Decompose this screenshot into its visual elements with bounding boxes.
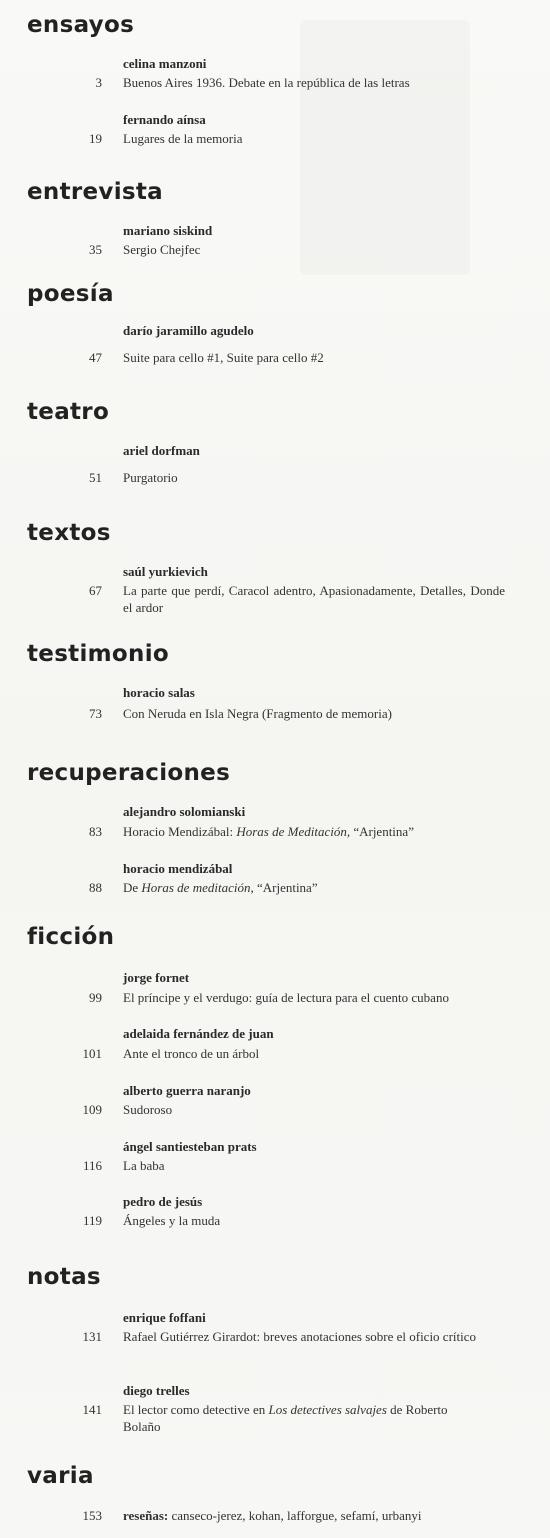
section-heading: testimonio <box>27 641 169 667</box>
entry-page-number: 119 <box>82 1213 102 1228</box>
scan-smudge <box>300 20 470 275</box>
entry-page-number: 88 <box>89 880 102 895</box>
entry-author: jorge fornet <box>123 970 190 985</box>
entry-page-number: 35 <box>89 242 102 257</box>
entry-title: Rafael Gutiérrez Girardot: breves anotaciones sobre el oficio crítico <box>123 1329 477 1344</box>
section-heading: poesía <box>27 281 114 307</box>
entry-page-number: 153 <box>82 1508 102 1523</box>
section-heading: notas <box>27 1264 101 1290</box>
entry-page-number: 131 <box>82 1329 102 1344</box>
entry-title: Purgatorio <box>123 470 178 485</box>
entry-page-number: 99 <box>89 990 102 1005</box>
entry-page-number: 101 <box>82 1046 102 1061</box>
entry-page-number: 83 <box>89 824 102 839</box>
section-heading: recuperaciones <box>27 760 231 786</box>
entry-title: Suite para cello #1, Suite para cello #2 <box>123 350 324 365</box>
entry-author: ángel santiesteban prats <box>123 1139 257 1154</box>
entry-author: fernando aínsa <box>123 112 206 127</box>
entry-title: Horacio Mendizábal: Horas de Meditación, “Arjentina” <box>123 824 414 839</box>
entry-page-number: 47 <box>89 350 102 365</box>
entry-author: enrique foffani <box>123 1310 206 1325</box>
entry-author: mariano siskind <box>123 223 213 238</box>
entry-title: Sudoroso <box>123 1102 173 1117</box>
entry-title: Ante el tronco de un árbol <box>123 1046 260 1061</box>
entry-author: alejandro solomianski <box>123 804 246 819</box>
entry-title: Lugares de la memoria <box>123 131 243 146</box>
entry-author: celina manzoni <box>123 56 207 71</box>
entry-author: alberto guerra naranjo <box>123 1083 251 1098</box>
entry-title: La baba <box>123 1158 165 1173</box>
entry-title: Ángeles y la muda <box>123 1213 221 1228</box>
entry-author: saúl yurkievich <box>123 564 208 579</box>
entry-page-number: 3 <box>95 75 102 90</box>
entry-title: La parte que perdí, Caracol adentro, Apasionadamente, Detalles, Donde el ardor <box>123 583 505 615</box>
entry-page-number: 19 <box>89 131 102 146</box>
entry-page-number: 67 <box>89 583 102 598</box>
entry-title: El príncipe y el verdugo: guía de lectura para el cuento cubano <box>123 990 449 1005</box>
entry-page-number: 116 <box>82 1158 102 1173</box>
entry-title: Sergio Chejfec <box>123 242 201 257</box>
entry-title: El lector como detective en Los detectives salvajes de Roberto Bolaño <box>123 1402 448 1434</box>
section-heading: ficción <box>27 924 115 950</box>
section-heading: entrevista <box>27 179 163 205</box>
entry-page-number: 141 <box>82 1402 102 1417</box>
entry-title: Buenos Aires 1936. Debate en la república de las letras <box>123 75 410 90</box>
section-heading: ensayos <box>27 12 135 38</box>
entry-title: Con Neruda en Isla Negra (Fragmento de memoria) <box>123 706 392 721</box>
entry-page-number: 73 <box>89 706 102 721</box>
section-heading: varia <box>27 1463 94 1489</box>
entry-author: ariel dorfman <box>123 443 200 458</box>
entry-author: horacio mendizábal <box>123 861 233 876</box>
entry-page-number: 51 <box>89 470 102 485</box>
entry-title: reseñas: canseco-jerez, kohan, lafforgue, sefamí, urbanyi <box>123 1508 422 1523</box>
entry-author: horacio salas <box>123 685 195 700</box>
entry-author: diego trelles <box>123 1383 190 1398</box>
section-heading: teatro <box>27 399 110 425</box>
entry-author: darío jaramillo agudelo <box>123 323 254 338</box>
entry-page-number: 109 <box>82 1102 102 1117</box>
entry-title: De Horas de meditación, “Arjentina” <box>123 880 318 895</box>
section-heading: textos <box>27 520 111 546</box>
entry-author: adelaida fernández de juan <box>123 1026 274 1041</box>
entry-author: pedro de jesús <box>123 1194 203 1209</box>
